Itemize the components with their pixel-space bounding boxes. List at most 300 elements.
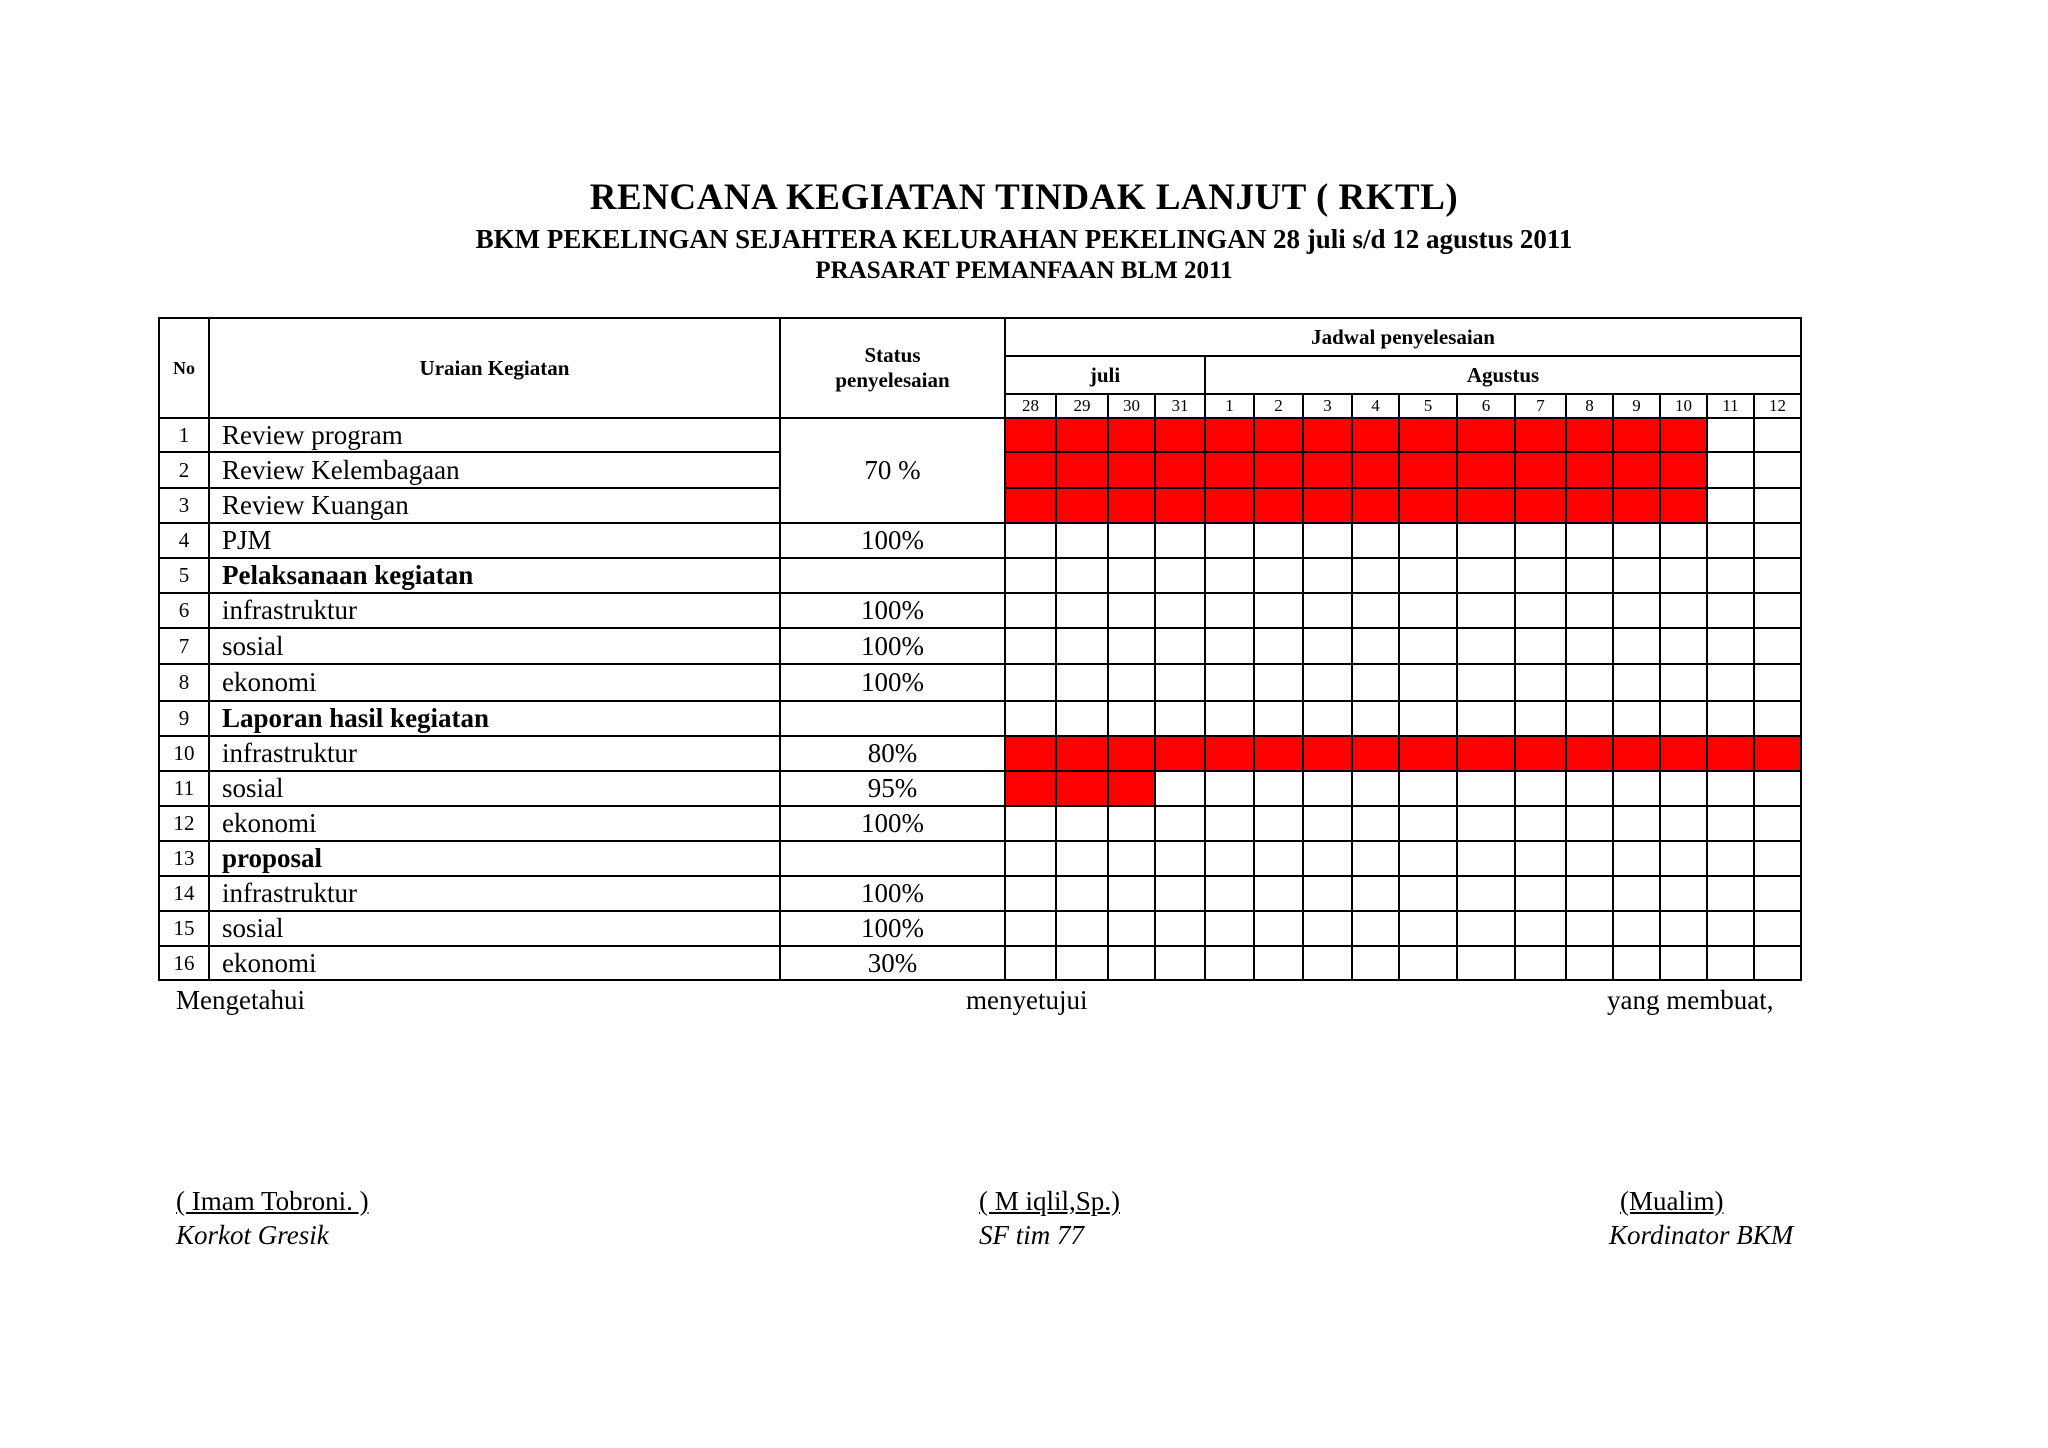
schedule-cell-filled (1155, 488, 1205, 523)
schedule-cell-empty (1005, 946, 1056, 980)
schedule-cell-empty (1754, 558, 1801, 593)
schedule-cell-empty (1707, 841, 1754, 876)
schedule-cell-filled (1660, 452, 1707, 488)
schedule-cell-empty (1613, 701, 1660, 736)
schedule-cell-filled (1613, 452, 1660, 488)
schedule-cell-empty (1155, 558, 1205, 593)
schedule-cell-empty (1005, 593, 1056, 628)
schedule-cell-empty (1566, 771, 1613, 806)
schedule-cell-filled (1056, 771, 1108, 806)
day-header-cell: 1 (1205, 394, 1254, 418)
schedule-cell-empty (1005, 701, 1056, 736)
schedule-cell-filled (1613, 488, 1660, 523)
schedule-cell-empty (1457, 701, 1515, 736)
schedule-cell-empty (1660, 911, 1707, 946)
schedule-cell-filled (1254, 488, 1303, 523)
schedule-cell-empty (1399, 558, 1457, 593)
schedule-cell-filled (1352, 488, 1399, 523)
schedule-cell-empty (1352, 841, 1399, 876)
schedule-cell-empty (1056, 806, 1108, 841)
schedule-cell-filled (1056, 418, 1108, 452)
schedule-cell-empty (1613, 523, 1660, 558)
schedule-cell-empty (1515, 841, 1566, 876)
schedule-cell-empty (1205, 558, 1254, 593)
schedule-cell-empty (1056, 876, 1108, 911)
schedule-cell-empty (1056, 558, 1108, 593)
schedule-cell-empty (1254, 876, 1303, 911)
schedule-table (158, 317, 1802, 981)
schedule-cell-empty (1660, 593, 1707, 628)
header-month-juli: juli (1005, 356, 1205, 394)
page-title: RENCANA KEGIATAN TINDAK LANJUT ( RKTL) (589, 177, 1459, 218)
schedule-cell-empty (1108, 946, 1155, 980)
day-header-cell: 28 (1005, 394, 1056, 418)
schedule-cell-empty (1515, 806, 1566, 841)
activity-label: ekonomi (209, 946, 780, 980)
row-number: 13 (159, 841, 209, 876)
schedule-cell-empty (1457, 771, 1515, 806)
day-header-cell: 31 (1155, 394, 1205, 418)
signature-middle-name: ( M iqlil,Sp.) (979, 1186, 1121, 1216)
schedule-cell-filled (1457, 452, 1515, 488)
row-number: 15 (159, 911, 209, 946)
schedule-cell-filled (1566, 452, 1613, 488)
schedule-cell-empty (1660, 771, 1707, 806)
day-header-cell: 11 (1707, 394, 1754, 418)
row-number: 6 (159, 593, 209, 628)
schedule-cell-filled (1399, 488, 1457, 523)
schedule-cell-empty (1254, 593, 1303, 628)
day-header-cell: 8 (1566, 394, 1613, 418)
schedule-cell-empty (1515, 664, 1566, 701)
row-number: 2 (159, 452, 209, 488)
signature-middle-role: SF tim 77 (979, 1220, 1084, 1250)
row-number: 10 (159, 736, 209, 771)
schedule-cell-filled (1303, 736, 1352, 771)
signature-left-role: Korkot Gresik (176, 1220, 329, 1250)
schedule-cell-filled (1457, 418, 1515, 452)
header-jadwal: Jadwal penyelesaian (1005, 318, 1801, 356)
schedule-cell-filled (1108, 488, 1155, 523)
status-value: 100% (780, 664, 1005, 701)
schedule-cell-empty (1754, 876, 1801, 911)
schedule-cell-empty (1352, 806, 1399, 841)
schedule-cell-empty (1303, 911, 1352, 946)
schedule-cell-empty (1613, 911, 1660, 946)
schedule-cell-empty (1515, 946, 1566, 980)
row-number: 16 (159, 946, 209, 980)
schedule-cell-filled (1056, 736, 1108, 771)
schedule-cell-empty (1399, 771, 1457, 806)
schedule-cell-empty (1205, 806, 1254, 841)
schedule-cell-empty (1707, 488, 1754, 523)
schedule-cell-filled (1352, 736, 1399, 771)
schedule-cell-empty (1108, 806, 1155, 841)
row-number: 8 (159, 664, 209, 701)
schedule-cell-empty (1108, 876, 1155, 911)
schedule-cell-empty (1754, 911, 1801, 946)
schedule-cell-empty (1613, 628, 1660, 664)
schedule-cell-empty (1457, 523, 1515, 558)
schedule-cell-empty (1205, 523, 1254, 558)
schedule-cell-empty (1254, 771, 1303, 806)
schedule-cell-empty (1660, 806, 1707, 841)
schedule-cell-filled (1613, 736, 1660, 771)
schedule-cell-filled (1515, 736, 1566, 771)
activity-label: ekonomi (209, 806, 780, 841)
schedule-cell-empty (1399, 628, 1457, 664)
schedule-cell-empty (1754, 841, 1801, 876)
status-value: 100% (780, 806, 1005, 841)
schedule-cell-filled (1005, 771, 1056, 806)
schedule-cell-empty (1056, 628, 1108, 664)
schedule-cell-empty (1566, 946, 1613, 980)
schedule-cell-empty (1515, 876, 1566, 911)
schedule-cell-empty (1707, 771, 1754, 806)
schedule-cell-empty (1754, 488, 1801, 523)
status-value: 100% (780, 876, 1005, 911)
schedule-cell-empty (1566, 701, 1613, 736)
schedule-cell-empty (1515, 771, 1566, 806)
status-value: 100% (780, 523, 1005, 558)
table-row (159, 946, 1801, 980)
schedule-cell-filled (1660, 488, 1707, 523)
schedule-cell-empty (1754, 946, 1801, 980)
status-value (780, 841, 1005, 876)
table-row (159, 806, 1801, 841)
schedule-cell-empty (1613, 558, 1660, 593)
schedule-cell-empty (1707, 946, 1754, 980)
schedule-cell-empty (1205, 771, 1254, 806)
schedule-cell-filled (1155, 736, 1205, 771)
schedule-cell-empty (1254, 664, 1303, 701)
row-number: 1 (159, 418, 209, 452)
schedule-cell-empty (1660, 946, 1707, 980)
schedule-cell-empty (1155, 701, 1205, 736)
schedule-cell-empty (1399, 701, 1457, 736)
schedule-cell-empty (1303, 664, 1352, 701)
schedule-cell-empty (1155, 593, 1205, 628)
schedule-cell-empty (1399, 806, 1457, 841)
status-value-shared: 70 % (780, 418, 1005, 523)
table-row (159, 771, 1801, 806)
row-number: 11 (159, 771, 209, 806)
schedule-cell-empty (1303, 628, 1352, 664)
day-header-cell: 30 (1108, 394, 1155, 418)
schedule-cell-empty (1108, 593, 1155, 628)
schedule-cell-empty (1399, 946, 1457, 980)
schedule-cell-empty (1056, 593, 1108, 628)
schedule-cell-empty (1515, 523, 1566, 558)
header-status (780, 318, 1005, 418)
schedule-cell-filled (1108, 452, 1155, 488)
row-number: 14 (159, 876, 209, 911)
schedule-cell-empty (1754, 523, 1801, 558)
row-number: 5 (159, 558, 209, 593)
page-subtitle-2: PRASARAT PEMANFAAN BLM 2011 (815, 257, 1233, 284)
schedule-cell-filled (1056, 488, 1108, 523)
table-row (159, 736, 1801, 771)
table-row (159, 523, 1801, 558)
row-number: 12 (159, 806, 209, 841)
schedule-cell-empty (1399, 523, 1457, 558)
status-value: 80% (780, 736, 1005, 771)
status-value: 95% (780, 771, 1005, 806)
row-number: 4 (159, 523, 209, 558)
header-uraian-kegiatan: Uraian Kegiatan (209, 318, 780, 418)
schedule-cell-filled (1303, 452, 1352, 488)
schedule-cell-empty (1303, 523, 1352, 558)
schedule-cell-filled (1303, 488, 1352, 523)
schedule-cell-empty (1155, 806, 1205, 841)
schedule-cell-filled (1457, 488, 1515, 523)
schedule-cell-filled (1352, 418, 1399, 452)
schedule-cell-empty (1303, 946, 1352, 980)
signature-right-name: (Mualim) (1620, 1186, 1724, 1216)
schedule-cell-filled (1352, 452, 1399, 488)
activity-label: infrastruktur (209, 736, 780, 771)
schedule-cell-empty (1515, 628, 1566, 664)
schedule-cell-filled (1254, 736, 1303, 771)
schedule-cell-empty (1707, 523, 1754, 558)
schedule-cell-empty (1399, 664, 1457, 701)
schedule-cell-empty (1254, 806, 1303, 841)
schedule-cell-empty (1457, 593, 1515, 628)
schedule-cell-empty (1352, 911, 1399, 946)
schedule-cell-empty (1303, 876, 1352, 911)
schedule-cell-empty (1566, 876, 1613, 911)
signature-right-role: Kordinator BKM (1609, 1220, 1794, 1250)
schedule-cell-empty (1457, 876, 1515, 911)
day-header-cell: 2 (1254, 394, 1303, 418)
schedule-cell-empty (1457, 664, 1515, 701)
schedule-cell-empty (1056, 911, 1108, 946)
schedule-cell-empty (1613, 841, 1660, 876)
schedule-cell-empty (1707, 628, 1754, 664)
schedule-cell-empty (1352, 701, 1399, 736)
schedule-cell-empty (1399, 911, 1457, 946)
schedule-cell-empty (1352, 628, 1399, 664)
day-header-cell: 4 (1352, 394, 1399, 418)
table-row (159, 593, 1801, 628)
status-value: 30% (780, 946, 1005, 980)
day-header-cell: 10 (1660, 394, 1707, 418)
schedule-cell-empty (1005, 523, 1056, 558)
status-value: 100% (780, 593, 1005, 628)
table-row (159, 911, 1801, 946)
schedule-cell-empty (1303, 771, 1352, 806)
schedule-cell-empty (1754, 418, 1801, 452)
schedule-cell-empty (1754, 452, 1801, 488)
schedule-cell-filled (1108, 418, 1155, 452)
schedule-cell-filled (1613, 418, 1660, 452)
schedule-cell-filled (1056, 452, 1108, 488)
schedule-cell-filled (1205, 736, 1254, 771)
schedule-cell-empty (1707, 593, 1754, 628)
schedule-cell-filled (1399, 736, 1457, 771)
schedule-cell-filled (1515, 452, 1566, 488)
schedule-cell-empty (1613, 593, 1660, 628)
schedule-cell-empty (1660, 701, 1707, 736)
status-value: 100% (780, 911, 1005, 946)
schedule-cell-empty (1660, 664, 1707, 701)
schedule-cell-empty (1005, 664, 1056, 701)
schedule-cell-empty (1660, 558, 1707, 593)
day-header-cell: 9 (1613, 394, 1660, 418)
schedule-cell-empty (1108, 664, 1155, 701)
schedule-cell-empty (1005, 558, 1056, 593)
schedule-cell-empty (1613, 771, 1660, 806)
schedule-cell-empty (1205, 628, 1254, 664)
schedule-cell-empty (1566, 523, 1613, 558)
schedule-cell-filled (1566, 736, 1613, 771)
row-number: 7 (159, 628, 209, 664)
status-value (780, 701, 1005, 736)
schedule-cell-empty (1566, 806, 1613, 841)
table-row (159, 418, 1801, 452)
row-number: 3 (159, 488, 209, 523)
schedule-cell-empty (1005, 911, 1056, 946)
schedule-cell-empty (1707, 558, 1754, 593)
schedule-cell-empty (1352, 946, 1399, 980)
schedule-cell-empty (1056, 701, 1108, 736)
schedule-cell-empty (1515, 593, 1566, 628)
schedule-cell-empty (1352, 876, 1399, 911)
schedule-cell-empty (1707, 806, 1754, 841)
schedule-cell-empty (1754, 664, 1801, 701)
schedule-cell-empty (1399, 876, 1457, 911)
schedule-cell-filled (1399, 418, 1457, 452)
schedule-cell-empty (1566, 593, 1613, 628)
activity-label: ekonomi (209, 664, 780, 701)
schedule-cell-empty (1108, 523, 1155, 558)
schedule-cell-filled (1303, 418, 1352, 452)
schedule-cell-empty (1155, 664, 1205, 701)
schedule-cell-empty (1155, 628, 1205, 664)
schedule-cell-empty (1352, 771, 1399, 806)
schedule-cell-empty (1205, 664, 1254, 701)
schedule-cell-empty (1155, 946, 1205, 980)
schedule-cell-empty (1303, 841, 1352, 876)
schedule-cell-empty (1754, 806, 1801, 841)
table-row (159, 558, 1801, 593)
activity-label: sosial (209, 911, 780, 946)
schedule-cell-empty (1707, 664, 1754, 701)
activity-label: infrastruktur (209, 876, 780, 911)
schedule-cell-empty (1754, 771, 1801, 806)
schedule-cell-empty (1056, 523, 1108, 558)
schedule-cell-filled (1155, 452, 1205, 488)
schedule-cell-empty (1707, 452, 1754, 488)
activity-label: proposal (209, 841, 780, 876)
schedule-cell-empty (1303, 806, 1352, 841)
day-header-cell: 12 (1754, 394, 1801, 418)
schedule-cell-filled (1399, 452, 1457, 488)
schedule-cell-filled (1005, 736, 1056, 771)
schedule-cell-empty (1254, 558, 1303, 593)
table-row (159, 841, 1801, 876)
status-value: 100% (780, 628, 1005, 664)
schedule-cell-filled (1205, 452, 1254, 488)
schedule-cell-empty (1515, 911, 1566, 946)
day-header-cell: 7 (1515, 394, 1566, 418)
schedule-cell-empty (1566, 841, 1613, 876)
schedule-cell-empty (1566, 628, 1613, 664)
schedule-cell-filled (1205, 418, 1254, 452)
activity-label: Review Kelembagaan (209, 452, 780, 488)
activity-label: PJM (209, 523, 780, 558)
schedule-cell-empty (1399, 593, 1457, 628)
schedule-cell-filled (1515, 488, 1566, 523)
table-row (159, 876, 1801, 911)
schedule-cell-filled (1155, 418, 1205, 452)
schedule-cell-empty (1108, 701, 1155, 736)
schedule-cell-empty (1108, 841, 1155, 876)
schedule-cell-empty (1108, 628, 1155, 664)
schedule-cell-empty (1352, 664, 1399, 701)
schedule-cell-empty (1457, 558, 1515, 593)
schedule-cell-filled (1457, 736, 1515, 771)
schedule-cell-filled (1566, 418, 1613, 452)
schedule-cell-empty (1707, 911, 1754, 946)
schedule-cell-empty (1108, 911, 1155, 946)
schedule-cell-empty (1566, 558, 1613, 593)
schedule-cell-empty (1303, 593, 1352, 628)
schedule-cell-empty (1005, 876, 1056, 911)
schedule-cell-empty (1566, 911, 1613, 946)
schedule-cell-empty (1457, 628, 1515, 664)
schedule-cell-empty (1254, 523, 1303, 558)
activity-label: Review program (209, 418, 780, 452)
row-number: 9 (159, 701, 209, 736)
schedule-cell-empty (1205, 593, 1254, 628)
schedule-cell-empty (1457, 841, 1515, 876)
status-value (780, 558, 1005, 593)
schedule-cell-filled (1566, 488, 1613, 523)
schedule-cell-empty (1399, 841, 1457, 876)
day-header-cell: 5 (1399, 394, 1457, 418)
schedule-cell-empty (1005, 841, 1056, 876)
table-row (159, 628, 1801, 664)
schedule-cell-empty (1155, 876, 1205, 911)
schedule-cell-empty (1205, 911, 1254, 946)
schedule-cell-empty (1352, 593, 1399, 628)
schedule-cell-filled (1254, 452, 1303, 488)
schedule-cell-empty (1515, 558, 1566, 593)
schedule-cell-empty (1660, 876, 1707, 911)
schedule-cell-empty (1457, 911, 1515, 946)
schedule-cell-empty (1205, 946, 1254, 980)
header-no: No (159, 318, 209, 418)
schedule-cell-empty (1155, 911, 1205, 946)
schedule-cell-filled (1108, 771, 1155, 806)
schedule-cell-filled (1515, 418, 1566, 452)
schedule-cell-empty (1205, 876, 1254, 911)
schedule-cell-empty (1613, 806, 1660, 841)
day-header-cell: 6 (1457, 394, 1515, 418)
schedule-cell-empty (1254, 841, 1303, 876)
schedule-cell-filled (1005, 418, 1056, 452)
schedule-cell-empty (1754, 628, 1801, 664)
schedule-cell-empty (1515, 701, 1566, 736)
schedule-cell-empty (1056, 841, 1108, 876)
table-row (159, 664, 1801, 701)
activity-label: infrastruktur (209, 593, 780, 628)
schedule-cell-empty (1303, 558, 1352, 593)
schedule-cell-empty (1005, 806, 1056, 841)
activity-label: Pelaksanaan kegiatan (209, 558, 780, 593)
schedule-cell-filled (1660, 418, 1707, 452)
